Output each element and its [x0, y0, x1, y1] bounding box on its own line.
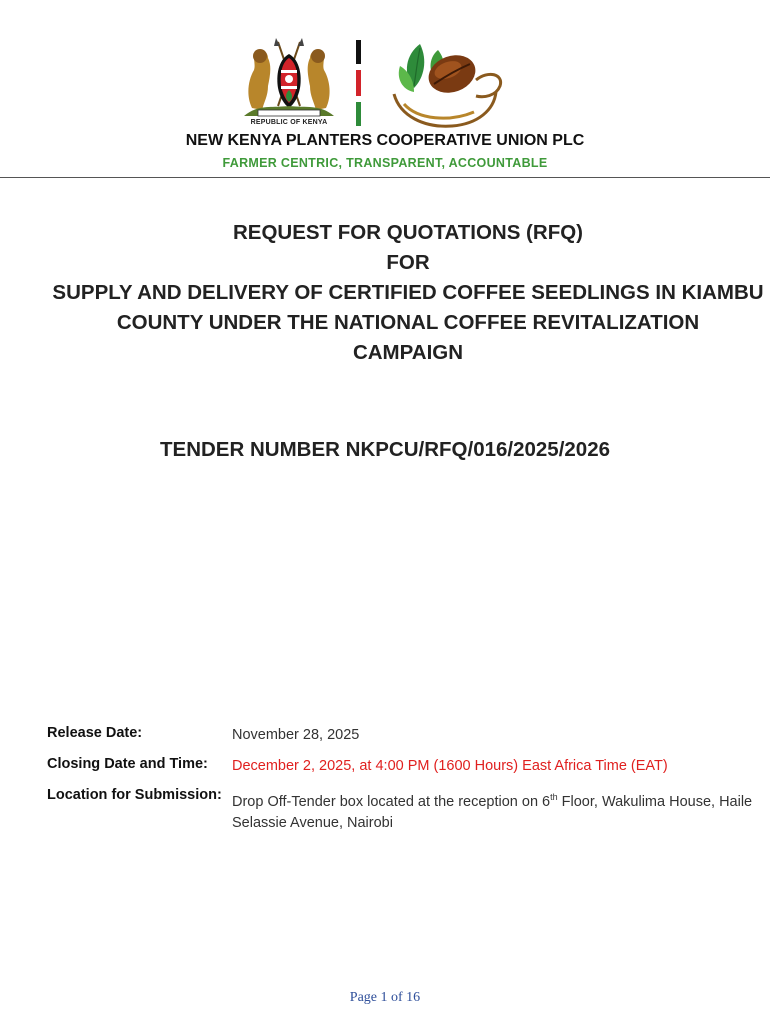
submission-location-value — [232, 787, 757, 834]
closing-date-row — [47, 756, 757, 777]
location-ordinal-suffix: th — [550, 792, 558, 802]
letterhead — [0, 0, 770, 178]
logo-group — [238, 36, 518, 132]
page-number: Page 1 of 16 — [349, 990, 421, 1005]
release-date-label: Release Date: — [47, 725, 143, 741]
submission-location-row — [47, 787, 757, 834]
closing-date-value: December 2, 2025, at 4:00 PM (1600 Hours) East Africa Time (EAT) — [232, 758, 668, 774]
tender-number: TENDER NUMBER NKPCU/RFQ/016/2025/2026 — [160, 438, 610, 461]
location-text-part-1: Drop Off-Tender box located at the reception on 6 — [232, 793, 551, 810]
coat-of-arms-caption: REPUBLIC OF KENYA — [250, 119, 328, 126]
organization-tagline: FARMER CENTRIC, TRANSPARENT, ACCOUNTABLE — [222, 156, 548, 170]
tender-details — [47, 725, 757, 844]
kenya-flag-bar-icon — [356, 40, 361, 126]
document-title — [40, 218, 770, 368]
submission-location-label: Location for Submission: — [47, 787, 222, 803]
header-divider — [0, 177, 770, 178]
kenya-coat-of-arms-icon — [238, 36, 340, 130]
title-line-subject-3: CAMPAIGN — [352, 341, 464, 364]
title-line-rfq: REQUEST FOR QUOTATIONS (RFQ) — [232, 221, 583, 244]
location-text-part-2: Floor, Wakulima House, Haile Selassie Avenue, Nairobi — [232, 793, 753, 831]
title-line-subject-2: COUNTY UNDER THE NATIONAL COFFEE REVITALIZATION — [116, 311, 700, 334]
title-line-for: FOR — [386, 251, 430, 274]
release-date-row — [47, 725, 757, 746]
organization-name: NEW KENYA PLANTERS COOPERATIVE UNION PLC — [185, 132, 585, 149]
title-line-subject-1: SUPPLY AND DELIVERY OF CERTIFIED COFFEE SEEDLINGS IN KIAMBU — [52, 281, 764, 304]
closing-date-label: Closing Date and Time: — [47, 756, 208, 772]
release-date-value: November 28, 2025 — [232, 727, 360, 743]
coffee-cup-logo-icon — [390, 40, 508, 130]
